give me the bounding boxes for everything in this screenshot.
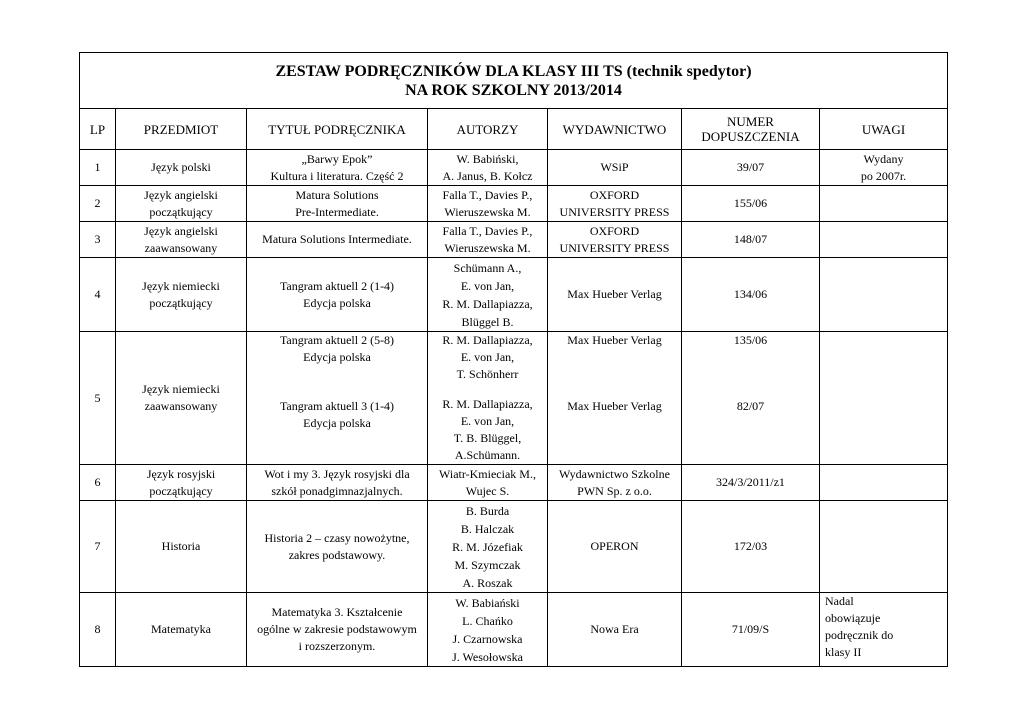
cell-lp: 8	[80, 593, 116, 667]
line: Edycja polska	[303, 350, 371, 364]
line: Wiatr-Kmieciak M.,	[439, 466, 536, 481]
cell-autorzy	[428, 186, 548, 222]
line: PWN Sp. z o.o.	[577, 483, 652, 498]
cell-lp: 7	[80, 501, 116, 593]
title-line-2: NA ROK SZKOLNY 2013/2014	[405, 81, 622, 99]
cell-uwagi	[820, 593, 948, 667]
table-row	[80, 501, 948, 593]
line: zakres podstawowy.	[288, 547, 386, 562]
line: i rozszerzonym.	[298, 639, 376, 653]
line: po 2007r.	[860, 168, 907, 183]
cell-przedmiot	[116, 332, 247, 465]
header-tytul: TYTUŁ PODRĘCZNIKA	[247, 109, 428, 150]
line: początkujący	[149, 483, 213, 498]
document-title	[80, 53, 948, 109]
line: początkujący	[149, 295, 213, 310]
book-b-number: 82/07	[736, 399, 765, 413]
cell-wydawnictwo	[548, 222, 682, 258]
line: szkół ponadgimnazjalnych.	[271, 483, 403, 498]
line: Pre-Intermediate.	[295, 204, 379, 219]
line: Język niemiecki	[142, 278, 220, 293]
line: ogólne w zakresie podstawowym	[257, 622, 417, 636]
cell-wydawnictwo	[548, 150, 682, 186]
cell-uwagi	[820, 332, 948, 465]
header-wydawnictwo: WYDAWNICTWO	[548, 109, 682, 150]
line: E. von Jan,	[460, 350, 515, 364]
header-uwagi: UWAGI	[820, 109, 948, 150]
cell-tytul	[247, 258, 428, 332]
line: obowiązuje	[825, 611, 881, 625]
line: J. Wesołowska	[452, 649, 523, 664]
line: Historia 2 – czasy nowożytne,	[264, 530, 410, 545]
cell-autorzy	[428, 222, 548, 258]
cell-tytul	[247, 222, 428, 258]
line: R. M. Dallapiazza,	[442, 296, 533, 311]
cell-lp: 5	[80, 332, 116, 465]
cell-uwagi	[820, 501, 948, 593]
cell-lp: 1	[80, 150, 116, 186]
cell-tytul	[247, 150, 428, 186]
line: Wydawnictwo Szkolne	[559, 466, 670, 481]
cell-numer: 324/3/2011/z1	[682, 465, 820, 501]
cell-przedmiot	[116, 222, 247, 258]
line: T. B. Blüggel,	[453, 431, 522, 445]
header-numer-line-2: DOPUSZCZENIA	[701, 129, 800, 144]
line: Język angielski	[144, 223, 218, 238]
cell-numer: 71/09/S	[682, 593, 820, 667]
line: Tangram aktuell 3 (1-4)	[279, 399, 395, 413]
cell-numer: 134/06	[682, 258, 820, 332]
header-autorzy: AUTORZY	[428, 109, 548, 150]
cell-przedmiot	[116, 258, 247, 332]
book-a-number: 135/06	[733, 333, 768, 347]
table-row	[80, 258, 948, 332]
line: Edycja polska	[303, 295, 371, 310]
book-b-authors	[431, 396, 544, 464]
line: UNIVERSITY PRESS	[559, 240, 670, 255]
title-line-1: ZESTAW PODRĘCZNIKÓW DLA KLASY III TS (technik spedytor)	[275, 62, 752, 80]
cell-lp: 4	[80, 258, 116, 332]
line: Nowa Era	[590, 622, 639, 636]
cell-numer: 39/07	[682, 150, 820, 186]
line: Falla T., Davies P.,	[442, 187, 533, 202]
line: Język polski	[151, 160, 211, 174]
cell-uwagi	[820, 150, 948, 186]
cell-wydawnictwo	[548, 465, 682, 501]
line: Blüggel B.	[461, 314, 514, 329]
cell-wydawnictwo	[548, 186, 682, 222]
line: początkujący	[149, 204, 213, 219]
line: Matematyka 3. Kształcenie	[271, 605, 403, 619]
line: A. Roszak	[462, 575, 513, 590]
table-row	[80, 186, 948, 222]
line: OPERON	[590, 539, 639, 553]
line: Matematyka	[151, 622, 211, 636]
line: J. Czarnowska	[452, 631, 523, 646]
line: Matura Solutions Intermediate.	[262, 232, 412, 246]
cell-uwagi	[820, 465, 948, 501]
cell-tytul	[247, 332, 428, 465]
cell-tytul	[247, 501, 428, 593]
line: OXFORD	[589, 223, 640, 238]
header-row	[80, 109, 948, 150]
line: A.Schümann.	[454, 448, 521, 462]
line: W. Babiański	[455, 595, 520, 610]
header-numer-line-1: NUMER	[727, 114, 774, 129]
cell-wydawnictwo	[548, 332, 682, 465]
header-numer	[682, 109, 820, 150]
line: Tangram aktuell 2 (1-4)	[279, 278, 395, 293]
line: UNIVERSITY PRESS	[559, 204, 670, 219]
cell-przedmiot	[116, 186, 247, 222]
line: Wieruszewska M.	[444, 240, 531, 255]
cell-przedmiot	[116, 593, 247, 667]
line: Język niemiecki	[142, 382, 220, 396]
line: B. Halczak	[460, 521, 515, 536]
cell-przedmiot	[116, 465, 247, 501]
table-row	[80, 222, 948, 258]
line: klasy II	[825, 645, 862, 659]
cell-tytul	[247, 186, 428, 222]
line: Falla T., Davies P.,	[442, 223, 533, 238]
line: Wujec S.	[465, 483, 510, 498]
line: OXFORD	[589, 187, 640, 202]
line: E. von Jan,	[460, 414, 515, 428]
cell-przedmiot	[116, 501, 247, 593]
line: Wieruszewska M.	[444, 204, 531, 219]
line: Edycja polska	[303, 416, 371, 430]
cell-uwagi	[820, 186, 948, 222]
book-b-publisher: Max Hueber Verlag	[567, 399, 662, 413]
line: W. Babiński,	[456, 151, 519, 166]
cell-wydawnictwo	[548, 258, 682, 332]
cell-wydawnictwo	[548, 501, 682, 593]
line: R. M. Józefiak	[452, 539, 523, 554]
cell-autorzy	[428, 501, 548, 593]
line: E. von Jan,	[460, 278, 515, 293]
line: podręcznik do	[825, 628, 894, 642]
cell-uwagi	[820, 258, 948, 332]
line: Historia	[161, 539, 201, 553]
cell-tytul	[247, 593, 428, 667]
cell-numer: 155/06	[682, 186, 820, 222]
line: Kultura i literatura. Część 2	[270, 168, 404, 183]
cell-autorzy	[428, 593, 548, 667]
header-lp: LP	[80, 109, 116, 150]
cell-numer: 172/03	[682, 501, 820, 593]
cell-przedmiot	[116, 150, 247, 186]
line: „Barwy Epok”	[301, 151, 373, 166]
cell-tytul	[247, 465, 428, 501]
cell-wydawnictwo	[548, 593, 682, 667]
table-row	[80, 593, 948, 667]
line: zaawansowany	[144, 240, 218, 255]
line: B. Burda	[465, 503, 510, 518]
table-row	[80, 465, 948, 501]
table-row	[80, 332, 948, 465]
line: Język rosyjski	[146, 466, 216, 481]
line: R. M. Dallapiazza,	[442, 333, 533, 347]
line: L. Chańko	[462, 613, 513, 628]
book-b-title	[250, 398, 424, 432]
book-a-title	[250, 332, 424, 398]
line: WSiP	[600, 160, 629, 174]
line: Matura Solutions	[295, 187, 379, 202]
cell-lp: 6	[80, 465, 116, 501]
cell-autorzy	[428, 258, 548, 332]
book-a-authors	[431, 332, 544, 396]
line: zaawansowany	[144, 399, 218, 413]
textbook-table	[79, 52, 948, 667]
line: A. Janus, B. Kołcz	[442, 168, 533, 183]
line: Tangram aktuell 2 (5-8)	[279, 333, 395, 347]
cell-lp: 3	[80, 222, 116, 258]
line: M. Szymczak	[454, 557, 521, 572]
line: T. Schönherr	[456, 367, 519, 381]
table-row	[80, 150, 948, 186]
line: Schümann A.,	[453, 260, 522, 275]
cell-autorzy	[428, 465, 548, 501]
cell-autorzy	[428, 332, 548, 465]
book-a-publisher: Max Hueber Verlag	[567, 333, 662, 347]
cell-autorzy	[428, 150, 548, 186]
line: Język angielski	[144, 187, 218, 202]
line: Nadal	[825, 594, 854, 608]
line: Wydany	[863, 151, 904, 166]
cell-lp: 2	[80, 186, 116, 222]
line: Wot i my 3. Język rosyjski dla	[264, 466, 410, 481]
line: R. M. Dallapiazza,	[442, 397, 533, 411]
cell-numer: 148/07	[682, 222, 820, 258]
line: Max Hueber Verlag	[567, 287, 662, 301]
cell-numer	[682, 332, 820, 465]
header-przedmiot: PRZEDMIOT	[116, 109, 247, 150]
cell-uwagi	[820, 222, 948, 258]
